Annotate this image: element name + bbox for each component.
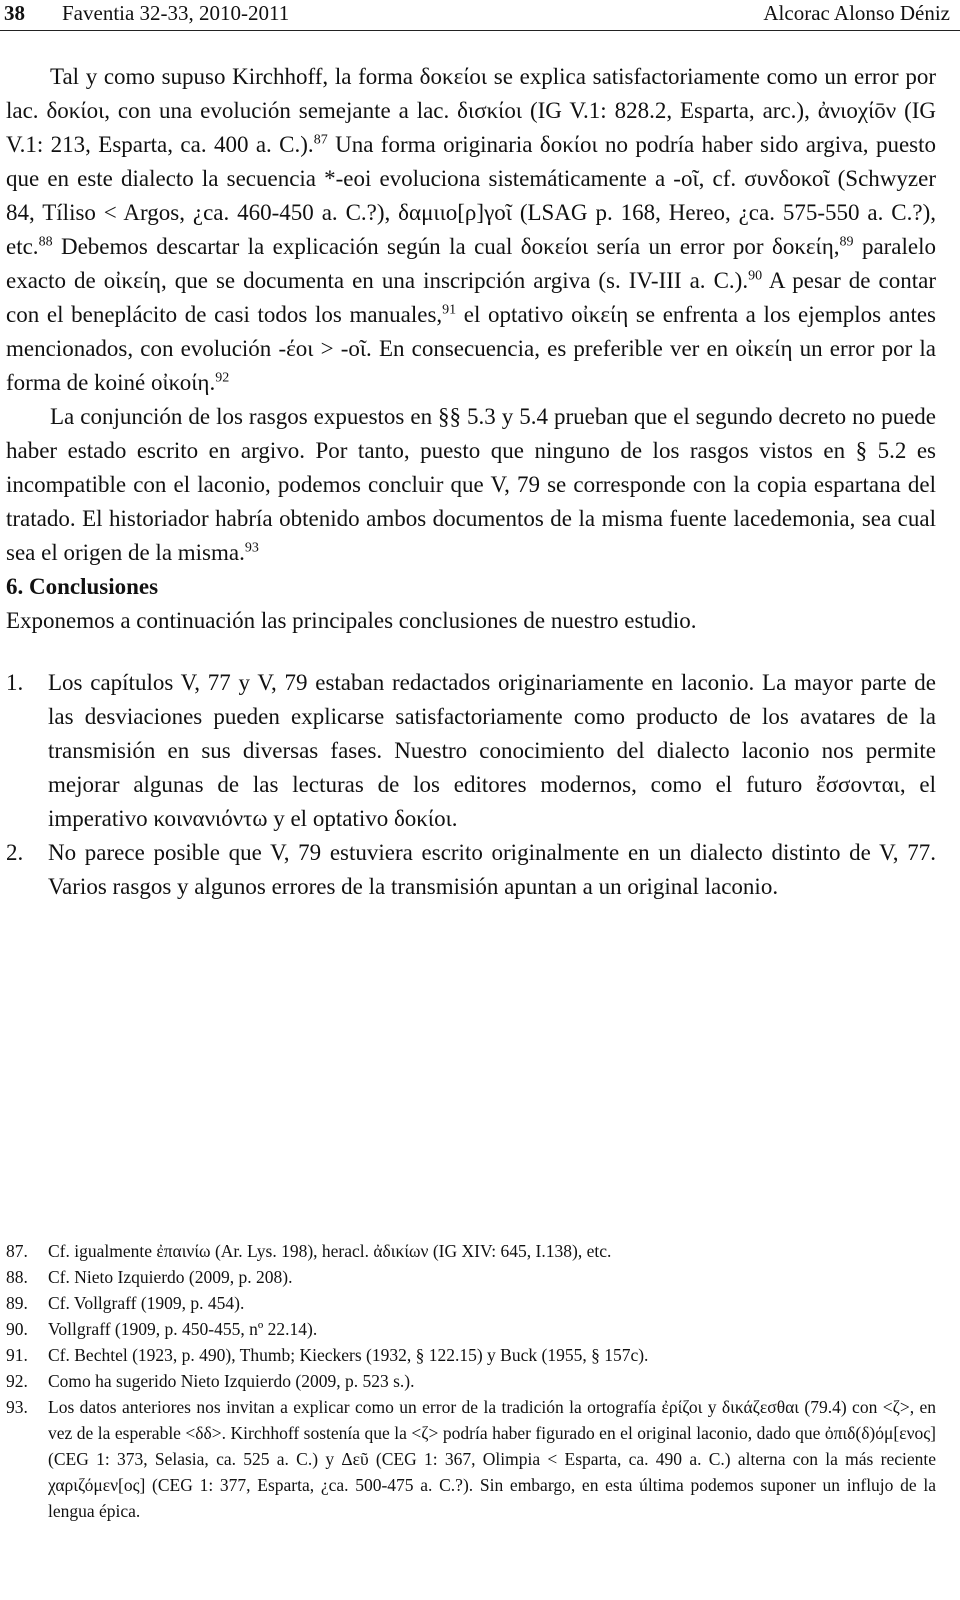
footnote-88 [6, 1264, 936, 1290]
footnote-number: 88. [6, 1267, 28, 1287]
footnote-92 [6, 1368, 936, 1394]
running-author: Alcorac Alonso Déniz [763, 1, 950, 25]
footnote-89 [6, 1290, 936, 1316]
list-item [6, 666, 936, 836]
footnote-ref-89[interactable]: 89 [839, 234, 854, 250]
footnote-ref-87[interactable]: 87 [313, 132, 328, 148]
footnote-93 [6, 1394, 936, 1524]
section-intro: Exponemos a continuación las principales conclusiones de nuestro estudio. [6, 608, 697, 633]
footnote-91 [6, 1342, 936, 1368]
footnote-text: Como ha sugerido Nieto Izquierdo (2009, p. 523 s.). [48, 1371, 415, 1391]
footnote-90 [6, 1316, 936, 1342]
footnotes [6, 1238, 936, 1524]
page-header [0, 0, 960, 31]
footnote-text: Cf. Nieto Izquierdo (2009, p. 208). [48, 1267, 293, 1287]
footnote-number: 93. [6, 1397, 28, 1417]
footnote-text: Cf. Bechtel (1923, p. 490), Thumb; Kieckers (1932, § 122.15) y Buck (1955, § 157c). [48, 1345, 649, 1365]
footnote-ref-88[interactable]: 88 [38, 234, 53, 250]
section-heading: 6. Conclusiones [6, 574, 159, 599]
main-text [6, 60, 936, 904]
list-item-number: 2. [6, 840, 24, 865]
footnote-87 [6, 1238, 936, 1264]
paragraph-2 [6, 400, 936, 570]
paragraph-1-text-e: A pesar de contar con el beneplácito de casi todos los manuales, [6, 268, 936, 327]
list-item [6, 836, 936, 904]
footnote-number: 89. [6, 1293, 28, 1313]
list-item-number: 1. [6, 670, 24, 695]
footnote-ref-90[interactable]: 90 [748, 268, 763, 284]
footnote-ref-92[interactable]: 92 [215, 370, 230, 386]
footnote-number: 90. [6, 1319, 28, 1339]
paragraph-1-text-f: el optativo οἰκείη se enfrenta a los ejemplos antes mencionados, con evolución -έοι > -οῖ. En consecuencia, es preferible ver en οἰκείη un error por la forma de koiné οἰκοίη. [6, 302, 936, 395]
paragraph-1-text-b: Una forma originaria δοκίοι no podría haber sido argiva, puesto que en este dialecto la secuencia *-eoi evoluciona sistemáticamente a -οῖ, cf. συνδοκοῖ (Schwyzer 84, Tíliso < Argos, ¿ca. 460-450 a. C.?), δαμιιο[ρ]γοῖ (LSAG p. 168, Hereo, ¿ca. 575-550 a. C.?), etc. [6, 132, 936, 259]
paragraph-1-text-c: Debemos descartar la explicación según la cual δοκείοι sería un error por δοκείη, [60, 234, 840, 259]
paragraph-2-text: La conjunción de los rasgos expuestos en §§ 5.3 y 5.4 prueban que el segundo decreto no puede haber estado escrito en argivo. Por tanto, puesto que ninguno de los rasgos vistos en § 5.2 es incompatible con el laconio, podemos concluir que V, 79 se corresponde con la copia espartana del tratado. El historiador habría obtenido ambos documentos de la misma fuente lacedemonia, sea cual sea el origen de la misma. [6, 404, 936, 565]
footnote-text: Cf. Vollgraff (1909, p. 454). [48, 1293, 245, 1313]
footnote-text: Los datos anteriores nos invitan a explicar como un error de la tradición la ortografía ἐρίζοι y δικάζεσθαι (79.4) con <ζ>, en vez de la esperable <δδ>. Kirchhoff sostenía que la <ζ> podría haber figurado en el original laconio, dado que ὀπιδ(δ)όμ[ενος] (CEG 1: 373, Selasia, ca. 525 a. C.) y Δεῦ (CEG 1: 367, Olimpia < Esparta, ca. 490 a. C.) alterna con la más reciente χαριζόμεν[ος] (CEG 1: 377, Esparta, ¿ca. 500-475 a. C.?). Sin embargo, en esta última podemos suponer un influjo de la lengua épica. [48, 1397, 936, 1521]
footnote-number: 91. [6, 1345, 28, 1365]
list-item-text: Los capítulos V, 77 y V, 79 estaban redactados originariamente en laconio. La mayor parte de las desviaciones pueden explicarse satisfactoriamente como producto de los avatares de la transmisión en sus diversas fases. Nuestro conocimiento del dialecto laconio nos permite mejorar algunas de las lecturas de los editores modernos, como el futuro ἔσσονται, el imperativo κοινανιόντω y el optativo δοκίοι. [48, 670, 936, 831]
journal-title: Faventia 32-33, 2010-2011 [62, 1, 290, 25]
footnote-ref-91[interactable]: 91 [442, 302, 457, 318]
footnote-text: Vollgraff (1909, p. 450-455, nº 22.14). [48, 1319, 318, 1339]
footnote-number: 92. [6, 1371, 28, 1391]
conclusions-list [6, 666, 936, 904]
paragraph-1-text-a: Tal y como supuso Kirchhoff, la forma δοκείοι se explica satisfactoriamente como un error por lac. δοκίοι, con una evolución semejante a lac. δισκίοι (IG V.1: 828.2, Esparta, arc.), ἀνιοχίōν (IG V.1: 213, Esparta, ca. 400 a. C.). [6, 64, 936, 157]
page-number: 38 [4, 1, 25, 25]
paragraph-1 [6, 60, 936, 400]
footnote-ref-93[interactable]: 93 [244, 540, 259, 556]
list-item-text: No parece posible que V, 79 estuviera escrito originalmente en un dialecto distinto de V, 77. Varios rasgos y algunos errores de la transmisión apuntan a un original laconio. [48, 840, 936, 899]
footnote-text: Cf. igualmente ἐπαινίω (Ar. Lys. 198), heracl. ἀδικίων (IG XIV: 645, I.138), etc. [48, 1241, 612, 1261]
paragraph-1-text-d: paralelo exacto de οἰκείη, que se documenta en una inscripción argiva (s. IV-III a. C.). [6, 234, 937, 293]
footnote-number: 87. [6, 1241, 28, 1261]
